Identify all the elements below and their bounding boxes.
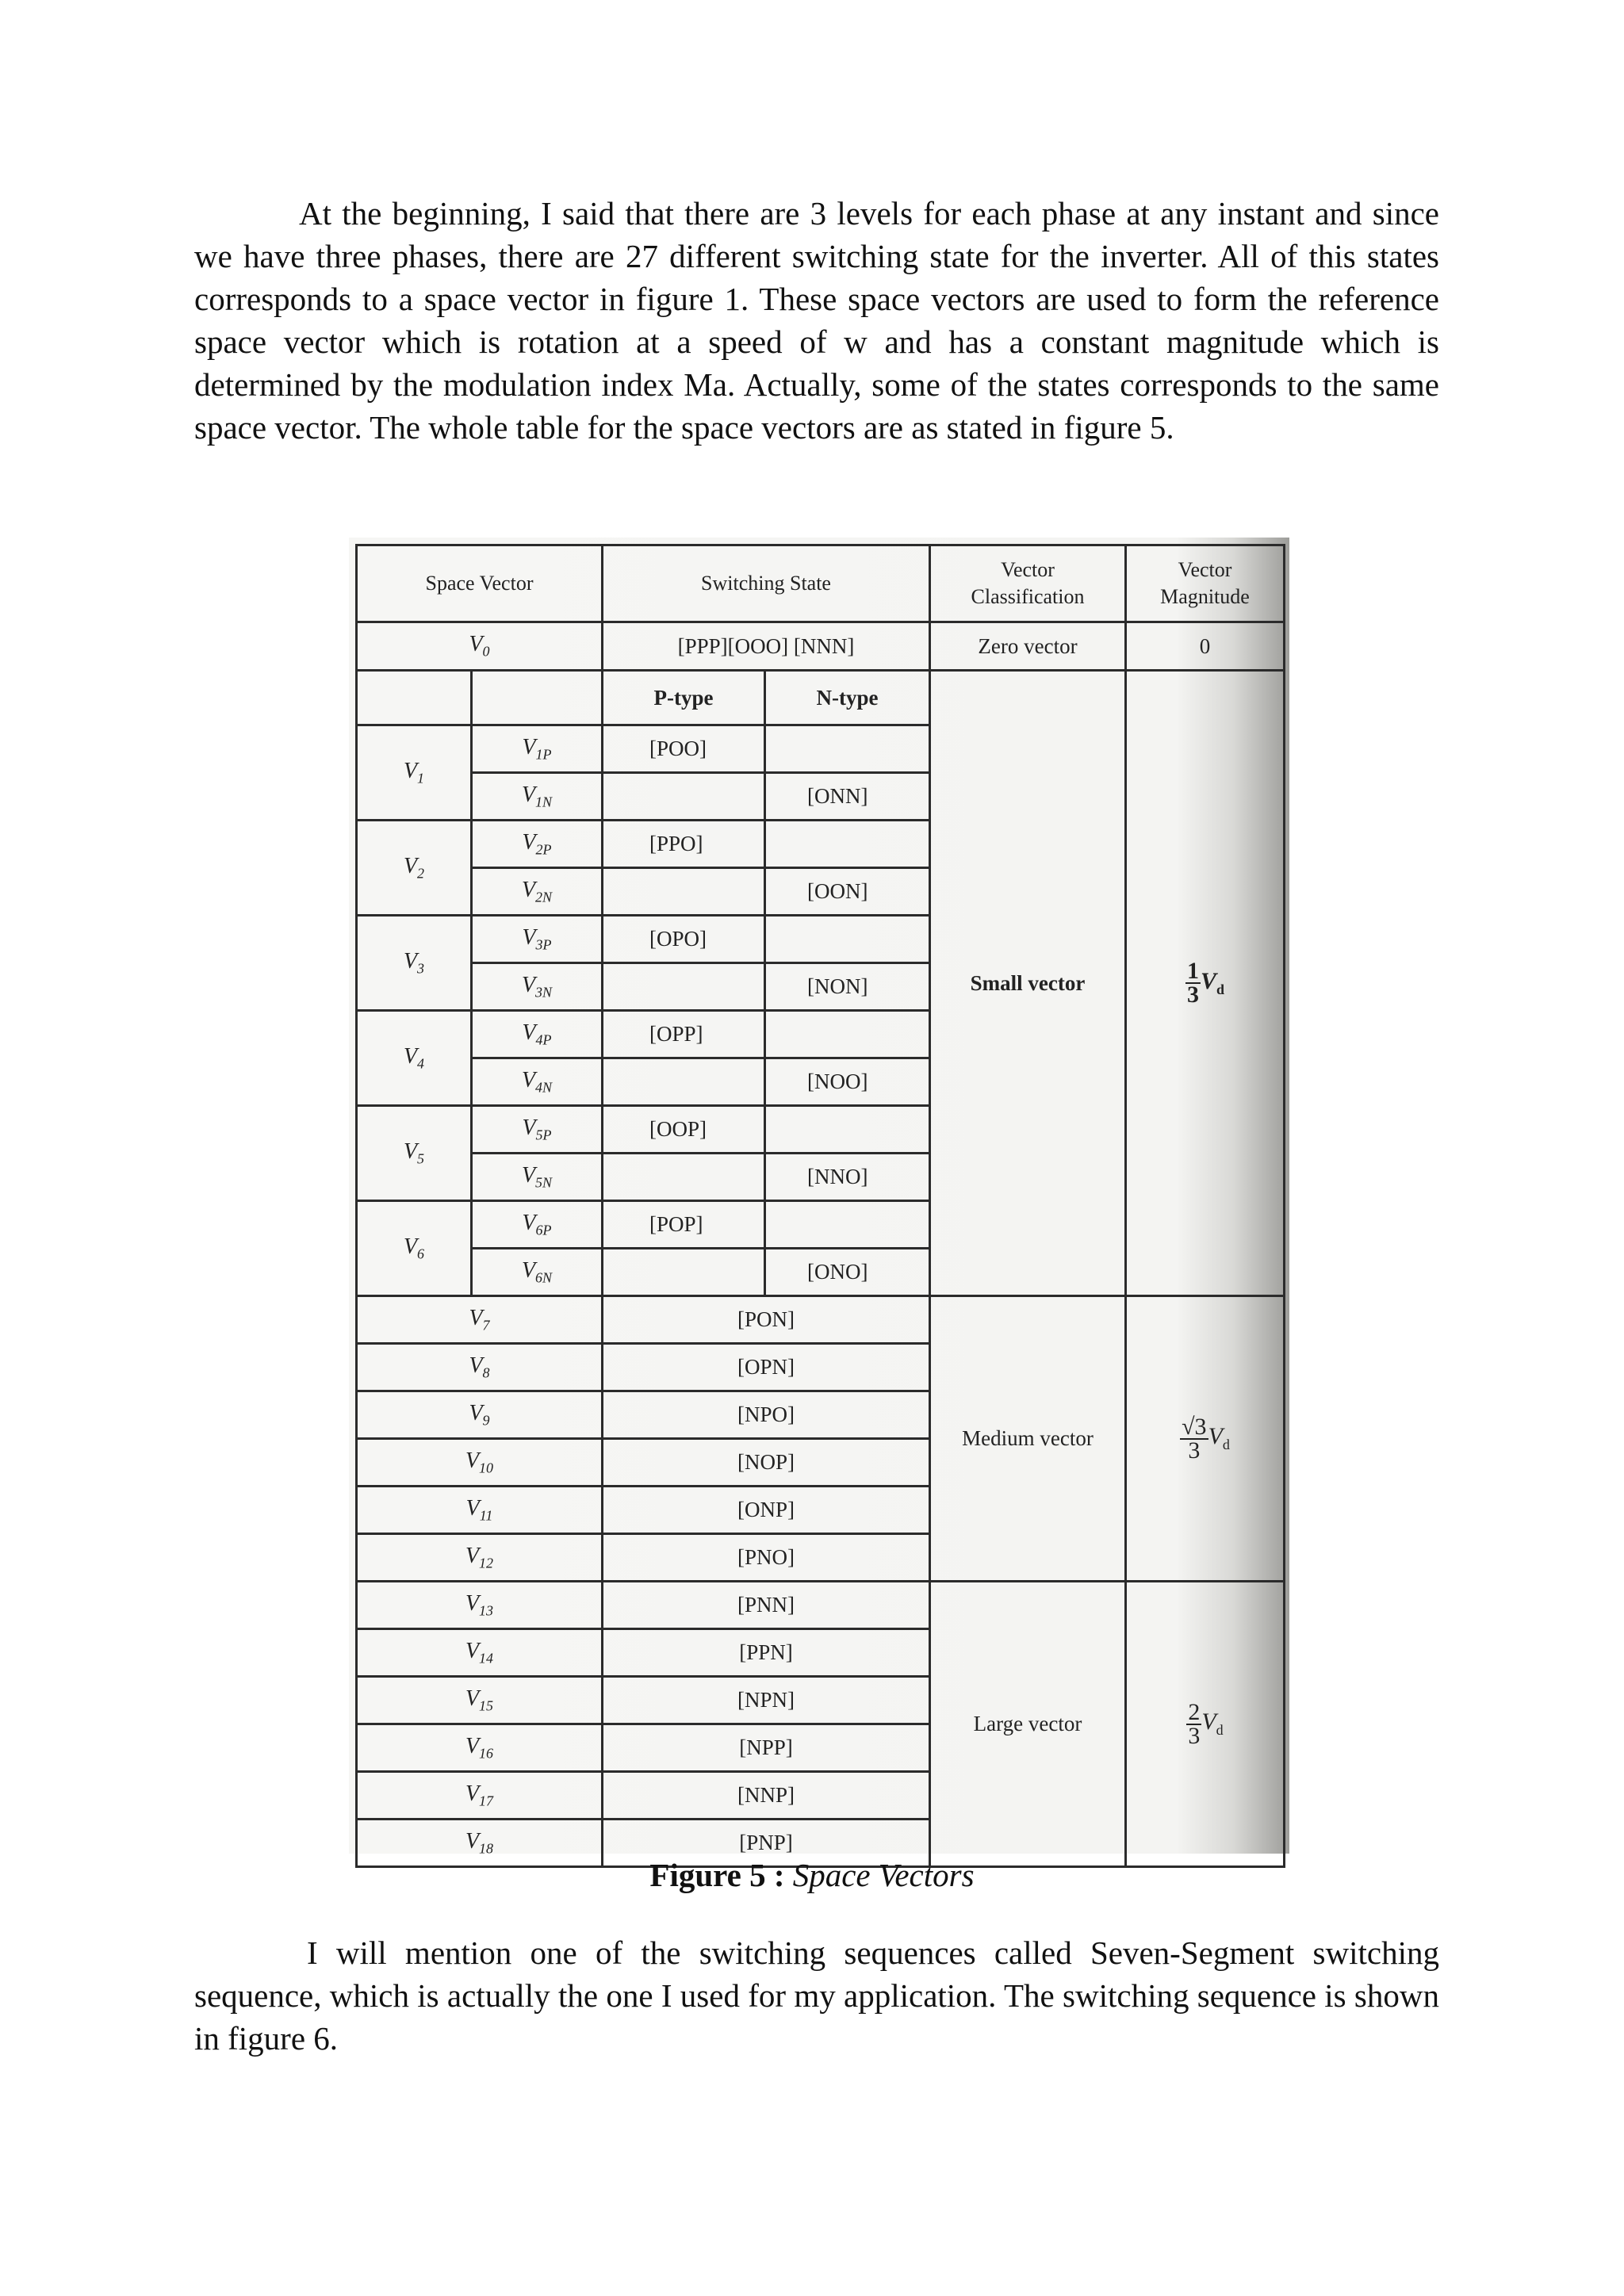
vector-symbol: $V_{17}$ [465,1781,494,1809]
header-magnitude-line2: Magnitude [1160,585,1250,608]
vector-symbol: $V_1$ [403,758,425,786]
vector-symbol: $V_8$ [469,1353,490,1381]
p-type-state [603,1058,765,1106]
zero-vector-state: [PPP][OOO] [NNN] [603,622,930,671]
medium-vector-state: [ONP] [603,1487,930,1534]
n-type-state [765,1106,930,1154]
p-type-state: [POO] [603,725,765,773]
small-vector-sub-label [472,1154,603,1201]
vector-symbol: $V_4$ [403,1043,425,1072]
small-vector-sub-label [472,1058,603,1106]
medium-vector-state: [OPN] [603,1344,930,1391]
vector-symbol: $V_{11}$ [465,1495,493,1524]
medium-vector-label [357,1487,603,1534]
n-type-state: [NON] [765,963,930,1011]
large-vector-label [357,1629,603,1677]
blank-cell [357,671,472,725]
small-vector-sub-label [472,821,603,868]
medium-vector-state: [NOP] [603,1439,930,1487]
n-type-state [765,725,930,773]
large-vector-classification: Large vector [930,1582,1126,1867]
medium-vector-state: [PNO] [603,1534,930,1582]
ptype-ntype-header-row [357,671,1285,725]
vector-symbol: $V_{3N}$ [521,972,553,1001]
p-type-state: [OPP] [603,1011,765,1058]
medium-vector-state: [PON] [603,1296,930,1344]
vector-symbol: $V_2$ [403,853,425,882]
vector-symbol: $V_{1N}$ [521,782,553,810]
large-vector-state: [NPP] [603,1724,930,1772]
p-type-state: [OPO] [603,916,765,963]
vector-symbol: $V_{16}$ [465,1733,494,1762]
table-header-row [357,545,1285,622]
small-vector-group-label [357,725,472,821]
small-vector-sub-label [472,725,603,773]
medium-vector-magnitude [1126,1296,1285,1582]
medium-vector-state: [NPO] [603,1391,930,1439]
small-vector-magnitude [1126,671,1285,1296]
vector-symbol: $V_6$ [403,1234,425,1262]
caption-title: Space Vectors [792,1857,975,1893]
vector-symbol: $V_{3P}$ [522,924,552,953]
magnitude-fraction: $\frac{1}{3}$ $V_d$ [1186,958,1225,1008]
small-vector-sub-label [472,963,603,1011]
large-vector-state: [NNP] [603,1772,930,1820]
p-type-state [603,1154,765,1201]
table-row [357,1582,1285,1629]
header-classification-line1: Vector [1001,558,1055,581]
space-vector-table [355,544,1285,1868]
vector-symbol: $V_{4N}$ [521,1067,553,1096]
p-type-state: [OOP] [603,1106,765,1154]
p-type-state: [PPO] [603,821,765,868]
n-type-state [765,1011,930,1058]
large-vector-label [357,1582,603,1629]
large-vector-label [357,1677,603,1724]
medium-vector-label [357,1391,603,1439]
vector-symbol: $V_{13}$ [465,1590,494,1619]
header-n-type: N-type [765,671,930,725]
vector-symbol: $V_{6N}$ [521,1257,553,1286]
vector-symbol: $V_{14}$ [465,1638,494,1667]
magnitude-fraction: $\frac{2}{3}$ $V_d$ [1188,1698,1224,1749]
medium-vector-label [357,1296,603,1344]
n-type-state: [OON] [765,868,930,916]
intro-paragraph: At the beginning, I said that there are 3 levels for each phase at any instant and since we have three phases, there are 27 different switching state for the inverter. All of this states corresponds to a space vector in figure 1. These space vectors are used to form the reference space vector which is rotation at a speed of w and has a constant magnitude which is determined by the modulation index Ma. Actually, some of the states corresponds to the same space vector. The whole table for the space vectors are as stated in figure 5. [194,195,1439,446]
small-vector-sub-label [472,773,603,821]
magnitude-fraction: $\frac{√3}{3}$ $V_d$ [1182,1413,1230,1464]
zero-vector-magnitude: 0 [1126,622,1285,671]
figure-caption [0,1854,1624,1896]
header-magnitude-line1: Vector [1178,558,1232,581]
vector-symbol: $V_{4P}$ [522,1020,552,1048]
vector-symbol: $V_{2P}$ [522,829,552,858]
small-vector-sub-label [472,1011,603,1058]
large-vector-label [357,1772,603,1820]
n-type-state [765,1201,930,1249]
vector-symbol: $V_{5N}$ [521,1162,553,1191]
space-vector-table-body [357,545,1285,1867]
vector-symbol: $V_{5P}$ [522,1115,552,1143]
vector-symbol: $V_{2N}$ [521,877,553,905]
header-vector-magnitude [1126,545,1285,622]
n-type-state [765,916,930,963]
header-p-type: P-type [603,671,765,725]
vector-symbol: $V_{6P}$ [522,1210,552,1238]
small-vector-sub-label [472,1106,603,1154]
n-type-state: [NOO] [765,1058,930,1106]
vector-symbol: $V_5$ [403,1138,425,1167]
closing-paragraph: I will mention one of the switching sequences called Seven-Segment switching sequence, which is actually the one I used for my application. The switching sequence is shown in figure 6. [194,1934,1439,2057]
medium-vector-label [357,1344,603,1391]
vector-symbol: $V_{18}$ [465,1828,494,1857]
small-vector-group-label [357,1106,472,1201]
vector-symbol: $V_{1P}$ [522,734,552,763]
n-type-state: [ONN] [765,773,930,821]
vector-symbol: $V_{12}$ [465,1543,494,1571]
small-vector-group-label [357,1201,472,1296]
medium-vector-label [357,1534,603,1582]
medium-vector-label [357,1439,603,1487]
small-vector-group-label [357,821,472,916]
medium-vector-classification: Medium vector [930,1296,1126,1582]
small-vector-sub-label [472,1249,603,1296]
small-vector-sub-label [472,916,603,963]
large-vector-state: [PNP] [603,1820,930,1867]
large-vector-state: [NPN] [603,1677,930,1724]
zero-vector-row [357,622,1285,671]
n-type-state: [NNO] [765,1154,930,1201]
small-vector-group-label [357,916,472,1011]
vector-symbol: $V_7$ [469,1305,490,1334]
vector-symbol: $V_{15}$ [465,1686,494,1714]
small-vector-classification: Small vector [930,671,1126,1296]
large-vector-state: [PPN] [603,1629,930,1677]
caption-label: Figure 5 : [649,1857,785,1893]
zero-vector-classification: Zero vector [930,622,1126,671]
large-vector-label [357,1724,603,1772]
large-vector-magnitude [1126,1582,1285,1867]
p-type-state [603,1249,765,1296]
zero-vector-label: $V_0$ [357,622,603,671]
small-vector-sub-label [472,1201,603,1249]
small-vector-sub-label [472,868,603,916]
vector-symbol: $V_9$ [469,1400,490,1429]
table-row [357,1296,1285,1344]
vector-symbol: $V_{10}$ [465,1448,494,1476]
large-vector-state: [PNN] [603,1582,930,1629]
n-type-state [765,821,930,868]
header-classification-line2: Classification [971,585,1085,608]
vector-symbol: $V_3$ [403,948,425,977]
header-vector-classification [930,545,1126,622]
small-vector-group-label [357,1011,472,1106]
p-type-state [603,963,765,1011]
header-switching-state: Switching State [603,545,930,622]
n-type-state: [ONO] [765,1249,930,1296]
p-type-state: [POP] [603,1201,765,1249]
blank-cell [472,671,603,725]
p-type-state [603,868,765,916]
p-type-state [603,773,765,821]
header-space-vector: Space Vector [357,545,603,622]
